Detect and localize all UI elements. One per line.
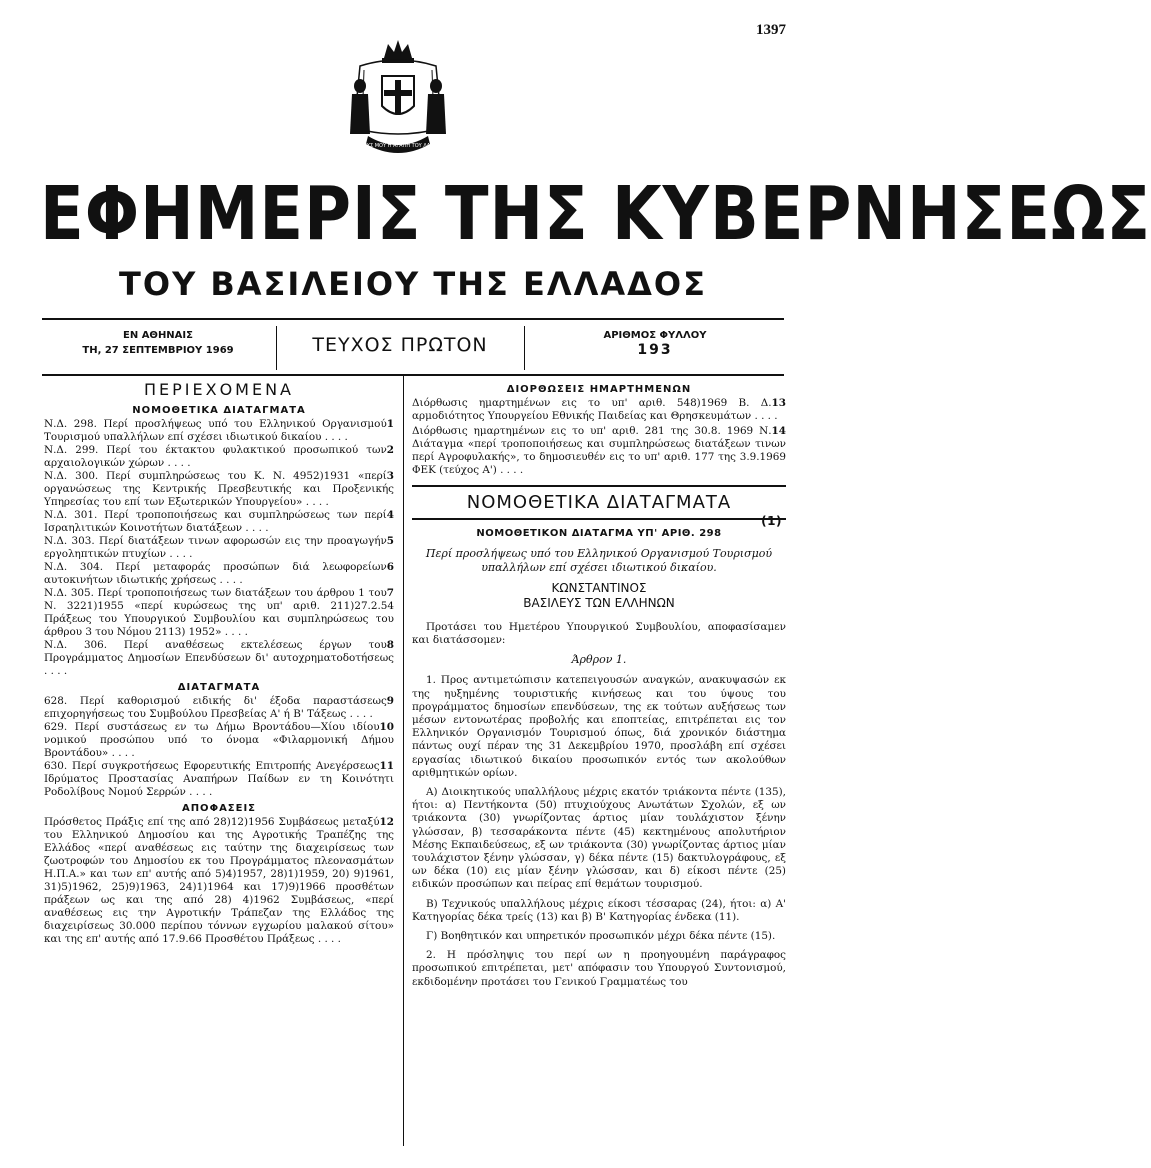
contents-item: 12 Πρόσθετος Πράξις επί της από 28)12)1956 Συμβάσεως μεταξύ του Ελληνικού Δημοσίου και της Αγροτικής Τραπέζης της Ελλάδος «περί αναθέσεως εις ταύτην της διαχειρίσεως των ζωοτροφών του Δημοσίου εκ του Προγράμματος πλεονασμάτων Η.Π.Α.» και των επ' αυτής από 5)4)1957, 28)1)1959, 20) 9)1961, 31)5)1962, 25)9)1963, 24)1)1964 και 17)9)1966 προσθέτων πράξεων ως και της από 28) 4)1962 Συμβάσεως, «περί αναθέσεως εις την Αγροτικήν Τράπεζαν της Ελλάδος της διαχειρίσεως 30.000 περίπου τόννων εγχωρίου μαλακού σίτου» και της επ' αυτής από 17.9.66 Προσθέτου Πράξεως . . . . xyxy=(44,816,394,945)
item-code: Ν.Δ. 301. xyxy=(44,509,98,521)
item-text: Περί καθορισμού ειδικής δι' έξοδα παραστάσεως επιχορηγήσεως του Συμβούλου Πρεσβείας Α' ή Β' Τάξεως xyxy=(44,695,387,720)
contents-item: 10 629. Περί συστάσεως εν τω Δήμω Βροντάδου—Χίου ιδίου νομικού προσώπου υπό το όνομα «Φιλαρμονική Δήμου Βροντάδου» . . . . xyxy=(44,721,394,759)
paragraph-list xyxy=(412,674,786,988)
sheet-info xyxy=(526,328,784,358)
item-text: Πρόσθετος Πράξις επί της από 28)12)1956 Συμβάσεως μεταξύ του Ελληνικού Δημοσίου και της Αγροτικής Τραπέζης της Ελλάδος «περί αναθέσεως εις ταύτην της διαχειρίσεως των ζωοτροφών του Δημοσίου εκ του Προγράμματος πλεονασμάτων Η.Π.Α.» και των επ' αυτής από 5)4)1957, 28)1)1959, 20) 9)1961, 31)5)1962, 25)9)1963, 24)1)1964 και 17)9)1966 προσθέτων πράξεων ως και της από 28) 4)1962 Συμβάσεως, «περί αναθέσεως εις την Αγροτικήν Τράπεζαν της Ελλάδος της διαχειρίσεως 30.000 περίπου τόννων εγχωρίου μαλακού σίτου» και της επ' αυτής από 17.9.66 Προσθέτου Πράξεως xyxy=(44,816,394,945)
decrees-heading: ΔΙΑΤΑΓΜΑΤΑ xyxy=(177,682,261,693)
decrees-list xyxy=(44,695,394,799)
contents-item: 6 Ν.Δ. 304. Περί μεταφοράς προσώπων διά λεωφορείων αυτοκινήτων ιδιωτικής χρήσεως . . . . xyxy=(44,561,394,586)
item-code: Ν.Δ. 304. xyxy=(44,561,104,573)
preamble: Προτάσει του Ημετέρου Υπουργικού Συμβουλίου, αποφασίσαμεν και διατάσσομεν: xyxy=(412,621,786,647)
contents-item: 11 630. Περί συγκροτήσεως Εφορευτικής Επιτροπής Ανεγέρσεως Ιδρύματος Προστασίας Αναπήρων Παίδων εν τη Κοινότητι Ροδολίβους Νομού Σερρών . . . . xyxy=(44,760,394,798)
legislative-list xyxy=(44,418,394,678)
corrections-heading: ΔΙΟΡΘΩΣΕΙΣ ΗΜΑΡΤΗΜΕΝΩΝ xyxy=(506,384,692,395)
item-code: Ν.Δ. 300. xyxy=(44,470,99,482)
item-text: Περί μεταφοράς προσώπων διά λεωφορείων αυτοκινήτων ιδιωτικής χρήσεως xyxy=(44,561,387,586)
issue-info-bar xyxy=(42,318,784,376)
article-paragraph: 1. Προς αντιμετώπισιν κατεπειγουσών αναγκών, ανακυψασών εκ της ηυξημένης τουριστικής κινήσεως και του ύψους του προγράμματος δημοσίων επενδύσεων, της εκ τούτων αυξήσεως των μέσων εντονωτέρας προβολής και εποπτείας, επιτρέπεται εις τον Ελληνικόν Οργανισμόν Τουρισμού όπως, διά χρονικόν διάστημα πάντως ουχί πέραν της 31 Δεκεμβρίου 1970, προσλάβη επί σχέσει εργασίας ιδιωτικού δικαίου προσωπικόν εντός των ακολούθων αριθμητικών ορίων. xyxy=(412,674,786,779)
decree-heading-text: ΝΟΜΟΘΕΤΙΚΟΝ ΔΙΑΤΑΓΜΑ ΥΠ' ΑΡΙΘ. 298 xyxy=(476,528,722,539)
item-text: Διόρθωσις ημαρτημένων εις το υπ' αριθ. 548)1969 Β. Δ. αρμοδιότητος Υπουργείου Εθνικής Παιδείας και Θρησκευμάτων xyxy=(412,397,772,422)
divider xyxy=(276,326,277,370)
page-ref: 8 xyxy=(386,639,394,651)
page-ref: 11 xyxy=(379,760,394,772)
item-code: Ν.Δ. 298. xyxy=(44,418,97,430)
decree-heading xyxy=(412,514,786,539)
item-code: Ν.Δ. 306. xyxy=(44,639,108,651)
issue-volume: ΤΕΥΧΟΣ ΠΡΩΤΟΝ xyxy=(312,334,488,356)
item-code: Ν.Δ. 303. xyxy=(44,535,95,547)
correction-item: 13 Διόρθωσις ημαρτημένων εις το υπ' αριθ. 548)1969 Β. Δ. αρμοδιότητος Υπουργείου Εθνικής Παιδείας και Θρησκευμάτων . . . . xyxy=(412,397,786,422)
article-paragraph: Γ) Βοηθητικόν και υπηρετικόν προσωπικόν μέχρι δέκα πέντε (15). xyxy=(426,930,776,943)
contents-item: 3 Ν.Δ. 300. Περί συμπληρώσεως του Κ. Ν. 4952)1931 «περί οργανώσεως της Κεντρικής Πρεσβευτικής και Προξενικής Υπηρεσίας του επί των Εξωτερικών Υπουργείου» . . . . xyxy=(44,470,394,508)
royal-coat-of-arms-icon xyxy=(338,36,458,166)
contents-item: 2 Ν.Δ. 299. Περί του έκτακτου φυλακτικού προσωπικού των αρχαιολογικών χώρων . . . . xyxy=(44,444,394,469)
masthead-title: ΕΦΗΜΕΡΙΣ ΤΗΣ ΚΥΒΕΡΝΗΣΕΩΣ xyxy=(40,172,1151,258)
page-number: 1397 xyxy=(756,22,786,38)
item-text: Περί συμπληρώσεως του Κ. Ν. 4952)1931 «περί οργανώσεως της Κεντρικής Πρεσβευτικής και Προξενικής Υπηρεσίας του επί των Εξωτερικών Υπουργείου» xyxy=(44,470,394,508)
item-text: Περί αναθέσεως εκτελέσεως έργων του Προγράμματος Δημοσίων Επενδύσεων δι' αυτοχρηματοδοτήσεως xyxy=(44,639,394,664)
decree-number: (1) xyxy=(761,514,782,528)
article-heading: Άρθρον 1. xyxy=(571,653,627,667)
place-date xyxy=(42,328,274,358)
item-text: Περί τροποποιήσεως και συμπληρώσεως των περί Ισραηλιτικών Κοινοτήτων διατάξεων xyxy=(44,509,387,534)
page-ref: 9 xyxy=(386,695,394,707)
contents-item: 7 Ν.Δ. 305. Περί τροποποιήσεως των διατάξεων του άρθρου 1 του Ν. 3221)1955 «περί κυρώσεως της υπ' αριθ. 211)27.2.54 Πράξεως του Υπουργικού Συμβουλίου και συμπληρώσεως του άρθρου 3 του Νόμου 2113) 1952» . . . . xyxy=(44,587,394,638)
item-text: Περί τροποποιήσεως των διατάξεων του άρθρου 1 του Ν. 3221)1955 «περί κυρώσεως της υπ' αριθ. 211)27.2.54 Πράξεως του Υπουργικού Συμβουλίου και συμπληρώσεως του άρθρου 3 του Νόμου 2113) 1952» xyxy=(44,587,394,638)
section-title: ΝΟΜΟΘΕΤΙΚΑ ΔΙΑΤΑΓΜΑΤΑ xyxy=(412,485,786,520)
king-block xyxy=(412,581,786,611)
sheet-number: 193 xyxy=(637,342,673,358)
legislative-heading: ΝΟΜΟΘΕΤΙΚΑ ΔΙΑΤΑΓΜΑΤΑ xyxy=(132,405,306,416)
article-paragraph: Α) Διοικητικούς υπαλλήλους μέχρις εκατόν τριάκοντα πέντε (135), ήτοι: α) Πεντήκοντα (50) πτυχιούχους Ανωτάτων Σχολών, εξ ων τριάκοντα (30) γνωρίζοντας άρτιος μίαν τουλάχιστον ξένην γλώσσαν, β) τεσσαράκοντα πέντε (45) κεκτημένους απολυτήριον Μέσης Εκπαιδεύσεως, εξ ων τριάκοντα (30) γνωρίζοντας άρτιος μίαν τουλάχιστον ξένην γλώσσαν, γ) δέκα πέντε (15) δακτυλογράφους, εξ ων δέκα (10) εις μίαν ξένην γλώσσαν, και δ) είκοσι πέντε (25) ειδικών προσώπων και πείρας επί θεμάτων τουρισμού. xyxy=(412,786,786,891)
page-ref: 2 xyxy=(386,444,394,456)
contents-item: 1 Ν.Δ. 298. Περί προσλήψεως υπό του Ελληνικού Οργανισμού Τουρισμού υπαλλήλων επί σχέσει ιδιωτικού δικαίου . . . . xyxy=(44,418,394,443)
sheet-label: ΑΡΙΘΜΟΣ ΦΥΛΛΟΥ xyxy=(603,330,707,341)
decisions-list xyxy=(44,816,394,946)
masthead-subtitle: ΤΟΥ ΒΑΣΙΛΕΙΟΥ ΤΗΣ ΕΛΛΑΔΟΣ xyxy=(119,265,707,303)
page-ref: 14 xyxy=(771,425,786,437)
item-code: 630. xyxy=(44,760,68,772)
item-text: Περί προσλήψεως υπό του Ελληνικού Οργανισμού Τουρισμού υπαλλήλων επί σχέσει ιδιωτικού δικαίου xyxy=(44,418,387,443)
contents-item: 5 Ν.Δ. 303. Περί διατάξεων τινων αφορωσών εις την προαγωγήν εργοληπτικών πτυχίων . . . . xyxy=(44,535,394,560)
item-code: 628. xyxy=(44,695,68,707)
main-column xyxy=(412,380,786,1150)
item-text: Περί συστάσεως εν τω Δήμω Βροντάδου—Χίου ιδίου νομικού προσώπου υπό το όνομα «Φιλαρμονική Δήμου Βροντάδου» xyxy=(44,721,394,759)
page-ref: 7 xyxy=(386,587,394,599)
contents-item: 4 Ν.Δ. 301. Περί τροποποιήσεως και συμπληρώσεως των περί Ισραηλιτικών Κοινοτήτων διατάξεων . . . . xyxy=(44,509,394,534)
decree-subject: Περί προσλήψεως υπό του Ελληνικού Οργανισμού Τουρισμού υπαλλήλων επί σχέσει ιδιωτικού δικαίου. xyxy=(425,547,773,574)
contents-title: ΠΕΡΙΕΧΟΜΕΝΑ xyxy=(144,380,294,399)
page-ref: 3 xyxy=(386,470,394,482)
emblem-motto: ΙΣΧΥΣ ΜΟΥ Η ΑΓΑΠΗ ΤΟΥ ΛΑΟΥ xyxy=(358,143,438,149)
king-name: ΚΩΝΣΤΑΝΤΙΝΟΣ xyxy=(551,581,647,595)
king-title: ΒΑΣΙΛΕΥΣ ΤΩΝ ΕΛΛΗΝΩΝ xyxy=(523,596,675,610)
article-paragraph: Β) Τεχνικούς υπαλλήλους μέχρις είκοσι τέσσαρας (24), ήτοι: α) Α' Κατηγορίας δέκα τρείς (13) και β) Β' Κατηγορίας ένδεκα (11). xyxy=(412,897,786,923)
corrections-list xyxy=(412,397,786,477)
column-divider xyxy=(403,376,404,1146)
correction-item: 14 Διόρθωσις ημαρτημένων εις το υπ' αριθ. 281 της 30.8. 1969 Ν. Διάταγμα «περί τροποποιήσεως και συμπληρώσεως διατάξεων τινων περί Αγροφυλακής», το δημοσιευθέν εις το υπ' αριθ. 177 της 3.9.1969 ΦΕΚ (τεύχος Α') . . . . xyxy=(412,425,786,476)
item-code: 629. xyxy=(44,721,68,733)
page-ref: 12 xyxy=(379,816,394,828)
page-ref: 10 xyxy=(379,721,394,733)
issue-date: ΤΗ, 27 ΣΕΠΤΕΜΒΡΙΟΥ 1969 xyxy=(82,345,234,356)
item-code: Ν.Δ. 305. xyxy=(44,587,94,599)
contents-column xyxy=(44,380,394,1150)
page-ref: 1 xyxy=(386,418,394,430)
contents-item: 9 628. Περί καθορισμού ειδικής δι' έξοδα παραστάσεως επιχορηγήσεως του Συμβούλου Πρεσβείας Α' ή Β' Τάξεως . . . . xyxy=(44,695,394,720)
item-code: Ν.Δ. 299. xyxy=(44,444,99,456)
item-text: Περί του έκτακτου φυλακτικού προσωπικού των αρχαιολογικών χώρων xyxy=(44,444,387,469)
place: ΕΝ ΑΘΗΝΑΙΣ xyxy=(123,330,193,341)
divider xyxy=(524,326,525,370)
decisions-heading: ΑΠΟΦΑΣΕΙΣ xyxy=(181,803,257,814)
article-paragraph: 2. Η πρόσληψις του περί ων η προηγουμένη παράγραφος προσωπικού επιτρέπεται, μετ' απόφασιν του Υπουργού Συντονισμού, εκδιδομένην προτάσει του Γενικού Γραμματέως του xyxy=(412,949,786,988)
item-text: Περί συγκροτήσεως Εφορευτικής Επιτροπής Ανεγέρσεως Ιδρύματος Προστασίας Αναπήρων Παίδων εν τη Κοινότητι Ροδολίβους Νομού Σερρών xyxy=(44,760,394,798)
item-text: Περί διατάξεων τινων αφορωσών εις την προαγωγήν εργοληπτικών πτυχίων xyxy=(44,535,387,560)
page-ref: 6 xyxy=(386,561,394,573)
page-ref: 5 xyxy=(386,535,394,547)
page-ref: 13 xyxy=(771,397,786,409)
page-ref: 4 xyxy=(386,509,394,521)
contents-item: 8 Ν.Δ. 306. Περί αναθέσεως εκτελέσεως έργων του Προγράμματος Δημοσίων Επενδύσεων δι' αυτοχρηματοδοτήσεως . . . . xyxy=(44,639,394,677)
item-text: Διόρθωσις ημαρτημένων εις το υπ' αριθ. 281 της 30.8. 1969 Ν. Διάταγμα «περί τροποποιήσεως και συμπληρώσεως διατάξεων τινων περί Αγροφυλακής», το δημοσιευθέν εις το υπ' αριθ. 177 της 3.9.1969 ΦΕΚ (τεύχος Α') xyxy=(412,425,786,476)
